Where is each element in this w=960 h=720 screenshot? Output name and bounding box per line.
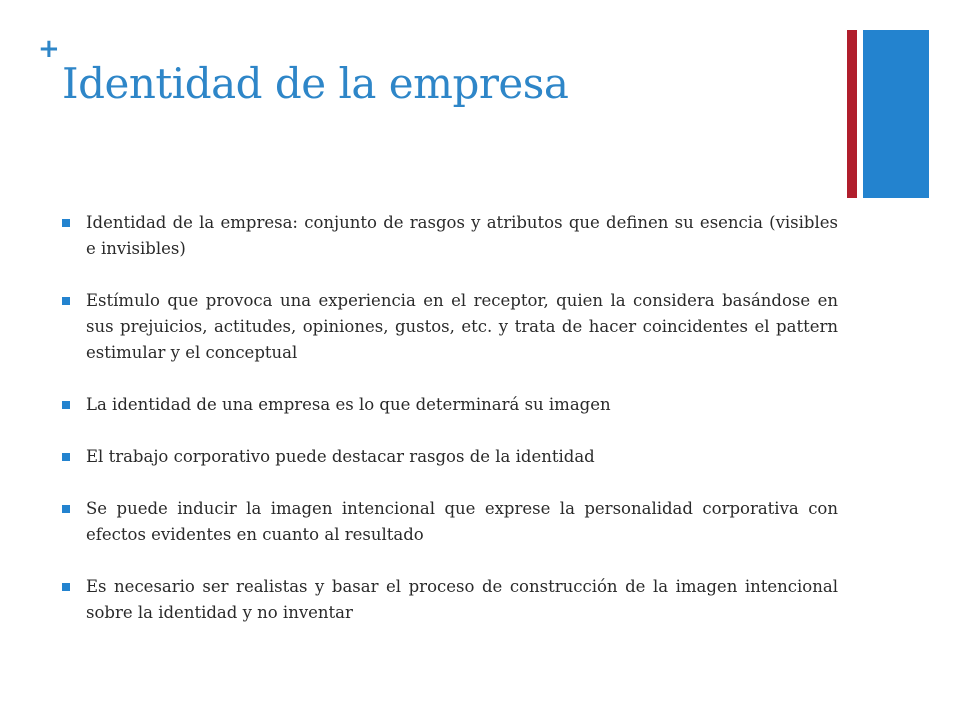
plus-icon: + bbox=[38, 34, 60, 64]
bullet-item bbox=[62, 496, 838, 548]
bullet-text: Estímulo que provoca una experiencia en el receptor, quien la considera basándose en sus prejuicios, actitudes, opiniones, gustos, etc. y trata de hacer coincidentes el pattern estimular y el conceptual bbox=[86, 291, 838, 362]
square-bullet-icon bbox=[62, 505, 70, 513]
blue-accent-block bbox=[863, 30, 929, 198]
square-bullet-icon bbox=[62, 219, 70, 227]
bullet-list bbox=[62, 210, 838, 652]
slide-title: Identidad de la empresa bbox=[62, 59, 569, 108]
red-accent-bar bbox=[847, 30, 857, 198]
bullet-item bbox=[62, 288, 838, 366]
bullet-text: Identidad de la empresa: conjunto de rasgos y atributos que definen su esencia (visibles e invisibles) bbox=[86, 213, 838, 258]
bullet-item bbox=[62, 444, 838, 470]
bullet-item bbox=[62, 574, 838, 626]
square-bullet-icon bbox=[62, 453, 70, 461]
bullet-item bbox=[62, 392, 838, 418]
bullet-item bbox=[62, 210, 838, 262]
square-bullet-icon bbox=[62, 297, 70, 305]
square-bullet-icon bbox=[62, 401, 70, 409]
bullet-text: El trabajo corporativo puede destacar rasgos de la identidad bbox=[86, 447, 595, 466]
bullet-text: Se puede inducir la imagen intencional que exprese la personalidad corporativa con efectos evidentes en cuanto al resultado bbox=[86, 499, 838, 544]
bullet-text: Es necesario ser realistas y basar el proceso de construcción de la imagen intencional sobre la identidad y no inventar bbox=[86, 577, 838, 622]
square-bullet-icon bbox=[62, 583, 70, 591]
bullet-text: La identidad de una empresa es lo que determinará su imagen bbox=[86, 395, 611, 414]
